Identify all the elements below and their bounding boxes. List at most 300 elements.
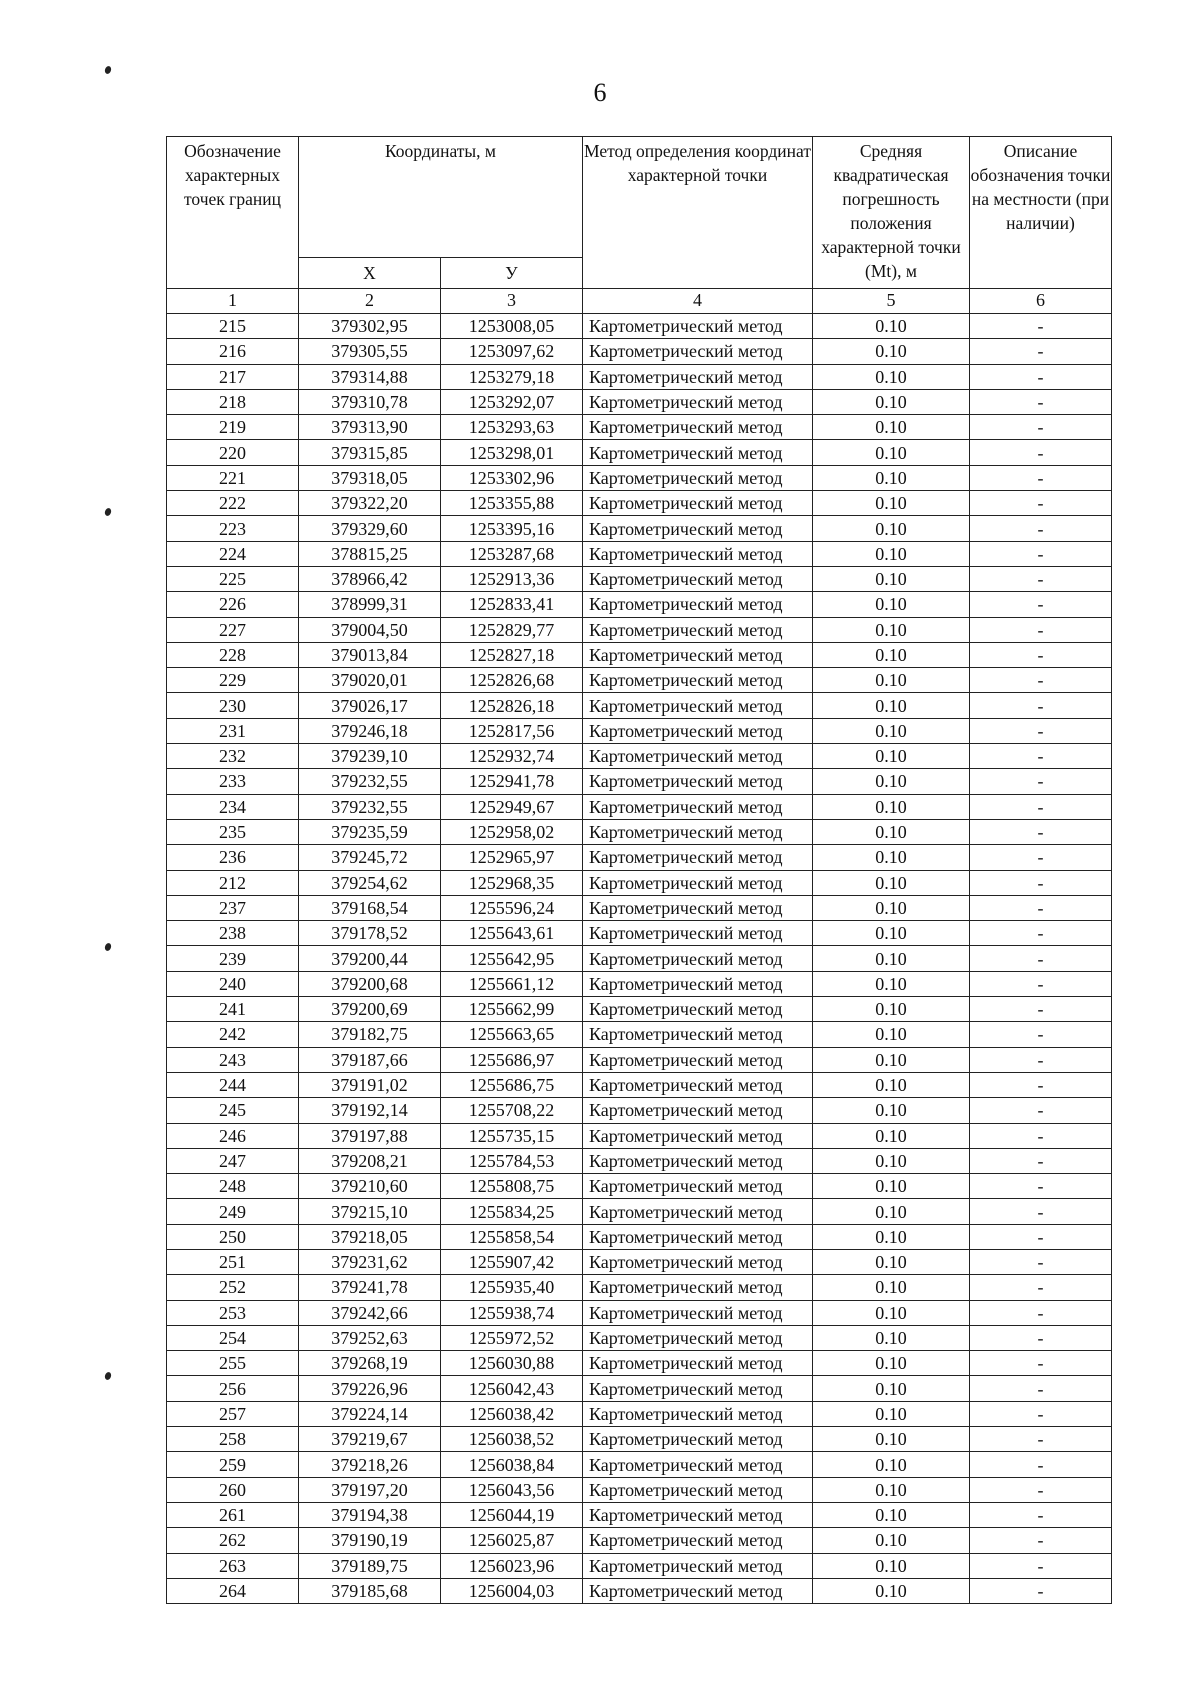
cell-description: -	[970, 1148, 1112, 1173]
table-row	[167, 1528, 1112, 1553]
table-row	[167, 870, 1112, 895]
cell-description: -	[970, 566, 1112, 591]
cell-x-coordinate: 379254,62	[299, 870, 441, 895]
table-row	[167, 1275, 1112, 1300]
cell-x-coordinate: 379200,44	[299, 946, 441, 971]
table-row	[167, 1502, 1112, 1527]
cell-point-number: 242	[167, 1022, 299, 1047]
cell-description: -	[970, 516, 1112, 541]
cell-point-number: 262	[167, 1528, 299, 1553]
cell-method: Картометрический метод	[583, 718, 813, 743]
table-row	[167, 668, 1112, 693]
cell-y-coordinate: 1252941,78	[441, 769, 583, 794]
cell-accuracy: 0.10	[813, 617, 970, 642]
cell-y-coordinate: 1252827,18	[441, 642, 583, 667]
cell-method: Картометрический метод	[583, 1174, 813, 1199]
table-row	[167, 364, 1112, 389]
cell-method: Картометрический метод	[583, 364, 813, 389]
cell-point-number: 217	[167, 364, 299, 389]
cell-x-coordinate: 379189,75	[299, 1553, 441, 1578]
cell-y-coordinate: 1252826,68	[441, 668, 583, 693]
cell-y-coordinate: 1256044,19	[441, 1502, 583, 1527]
cell-method: Картометрический метод	[583, 1098, 813, 1123]
cell-point-number: 257	[167, 1401, 299, 1426]
cell-description: -	[970, 1553, 1112, 1578]
table-row	[167, 1148, 1112, 1173]
cell-accuracy: 0.10	[813, 794, 970, 819]
header-point-designation: Обозначение характерных точек границ	[167, 137, 299, 289]
cell-accuracy: 0.10	[813, 1325, 970, 1350]
cell-description: -	[970, 364, 1112, 389]
cell-y-coordinate: 1256038,42	[441, 1401, 583, 1426]
cell-y-coordinate: 1255596,24	[441, 895, 583, 920]
cell-x-coordinate: 379200,69	[299, 997, 441, 1022]
cell-point-number: 235	[167, 819, 299, 844]
cell-point-number: 248	[167, 1174, 299, 1199]
cell-description: -	[970, 895, 1112, 920]
cell-accuracy: 0.10	[813, 668, 970, 693]
cell-x-coordinate: 379224,14	[299, 1401, 441, 1426]
cell-method: Картометрический метод	[583, 1249, 813, 1274]
cell-x-coordinate: 379245,72	[299, 845, 441, 870]
cell-description: -	[970, 971, 1112, 996]
cell-point-number: 247	[167, 1148, 299, 1173]
cell-method: Картометрический метод	[583, 1275, 813, 1300]
table-row	[167, 769, 1112, 794]
cell-accuracy: 0.10	[813, 364, 970, 389]
binding-hole-mark	[104, 1371, 112, 1381]
cell-y-coordinate: 1253292,07	[441, 389, 583, 414]
cell-accuracy: 0.10	[813, 693, 970, 718]
cell-point-number: 264	[167, 1578, 299, 1603]
cell-accuracy: 0.10	[813, 1098, 970, 1123]
cell-point-number: 234	[167, 794, 299, 819]
column-number: 6	[970, 289, 1112, 314]
cell-accuracy: 0.10	[813, 1452, 970, 1477]
cell-method: Картометрический метод	[583, 769, 813, 794]
cell-y-coordinate: 1255935,40	[441, 1275, 583, 1300]
header-accuracy: Средняя квадратическая погрешность положения характерной точки (Мt), м	[813, 137, 970, 289]
cell-point-number: 241	[167, 997, 299, 1022]
cell-y-coordinate: 1255708,22	[441, 1098, 583, 1123]
table-row	[167, 1452, 1112, 1477]
cell-point-number: 251	[167, 1249, 299, 1274]
cell-y-coordinate: 1253298,01	[441, 440, 583, 465]
table-row	[167, 314, 1112, 339]
cell-y-coordinate: 1255662,99	[441, 997, 583, 1022]
cell-method: Картометрический метод	[583, 1022, 813, 1047]
cell-point-number: 230	[167, 693, 299, 718]
cell-method: Картометрический метод	[583, 845, 813, 870]
boundary-points-table	[166, 136, 1112, 1604]
cell-description: -	[970, 1325, 1112, 1350]
table-row	[167, 440, 1112, 465]
cell-y-coordinate: 1252817,56	[441, 718, 583, 743]
cell-accuracy: 0.10	[813, 845, 970, 870]
table-row	[167, 541, 1112, 566]
cell-accuracy: 0.10	[813, 314, 970, 339]
binding-hole-mark	[104, 507, 112, 517]
cell-accuracy: 0.10	[813, 819, 970, 844]
cell-method: Картометрический метод	[583, 1452, 813, 1477]
cell-y-coordinate: 1256043,56	[441, 1477, 583, 1502]
cell-method: Картометрический метод	[583, 971, 813, 996]
cell-method: Картометрический метод	[583, 642, 813, 667]
cell-x-coordinate: 379200,68	[299, 971, 441, 996]
table-row	[167, 1477, 1112, 1502]
header-y: У	[441, 258, 583, 289]
cell-point-number: 236	[167, 845, 299, 870]
cell-method: Картометрический метод	[583, 1401, 813, 1426]
cell-description: -	[970, 1351, 1112, 1376]
cell-method: Картометрический метод	[583, 693, 813, 718]
cell-description: -	[970, 541, 1112, 566]
cell-method: Картометрический метод	[583, 997, 813, 1022]
cell-y-coordinate: 1255784,53	[441, 1148, 583, 1173]
cell-accuracy: 0.10	[813, 1427, 970, 1452]
cell-method: Картометрический метод	[583, 566, 813, 591]
table-row	[167, 592, 1112, 617]
cell-accuracy: 0.10	[813, 1376, 970, 1401]
cell-accuracy: 0.10	[813, 1502, 970, 1527]
cell-description: -	[970, 1477, 1112, 1502]
cell-x-coordinate: 379252,63	[299, 1325, 441, 1350]
table-row	[167, 1123, 1112, 1148]
cell-x-coordinate: 379310,78	[299, 389, 441, 414]
cell-x-coordinate: 379314,88	[299, 364, 441, 389]
cell-method: Картометрический метод	[583, 415, 813, 440]
cell-y-coordinate: 1256025,87	[441, 1528, 583, 1553]
cell-x-coordinate: 379215,10	[299, 1199, 441, 1224]
cell-method: Картометрический метод	[583, 1553, 813, 1578]
cell-description: -	[970, 1452, 1112, 1477]
cell-x-coordinate: 379232,55	[299, 769, 441, 794]
cell-point-number: 263	[167, 1553, 299, 1578]
cell-description: -	[970, 870, 1112, 895]
cell-method: Картометрический метод	[583, 668, 813, 693]
cell-y-coordinate: 1252949,67	[441, 794, 583, 819]
cell-y-coordinate: 1253302,96	[441, 465, 583, 490]
cell-method: Картометрический метод	[583, 465, 813, 490]
table-row	[167, 1427, 1112, 1452]
cell-point-number: 226	[167, 592, 299, 617]
table-row	[167, 1224, 1112, 1249]
cell-point-number: 219	[167, 415, 299, 440]
cell-method: Картометрический метод	[583, 1199, 813, 1224]
cell-accuracy: 0.10	[813, 1351, 970, 1376]
cell-x-coordinate: 379239,10	[299, 744, 441, 769]
cell-method: Картометрический метод	[583, 1578, 813, 1603]
cell-method: Картометрический метод	[583, 1528, 813, 1553]
header-description: Описание обозначения точки на местности (при наличии)	[970, 137, 1112, 289]
cell-x-coordinate: 378999,31	[299, 592, 441, 617]
cell-description: -	[970, 744, 1112, 769]
cell-x-coordinate: 379185,68	[299, 1578, 441, 1603]
cell-y-coordinate: 1255858,54	[441, 1224, 583, 1249]
cell-method: Картометрический метод	[583, 1427, 813, 1452]
cell-x-coordinate: 379318,05	[299, 465, 441, 490]
cell-x-coordinate: 379268,19	[299, 1351, 441, 1376]
cell-accuracy: 0.10	[813, 1072, 970, 1097]
cell-x-coordinate: 379210,60	[299, 1174, 441, 1199]
column-numbers-row	[167, 289, 1112, 314]
cell-accuracy: 0.10	[813, 389, 970, 414]
cell-point-number: 237	[167, 895, 299, 920]
table-row	[167, 491, 1112, 516]
cell-accuracy: 0.10	[813, 870, 970, 895]
cell-method: Картометрический метод	[583, 1351, 813, 1376]
cell-y-coordinate: 1256038,52	[441, 1427, 583, 1452]
cell-point-number: 246	[167, 1123, 299, 1148]
cell-point-number: 224	[167, 541, 299, 566]
cell-point-number: 220	[167, 440, 299, 465]
cell-description: -	[970, 1098, 1112, 1123]
table-row	[167, 1098, 1112, 1123]
table-row	[167, 1249, 1112, 1274]
cell-x-coordinate: 379191,02	[299, 1072, 441, 1097]
cell-point-number: 221	[167, 465, 299, 490]
cell-x-coordinate: 379329,60	[299, 516, 441, 541]
cell-description: -	[970, 819, 1112, 844]
cell-description: -	[970, 921, 1112, 946]
cell-description: -	[970, 1249, 1112, 1274]
cell-point-number: 222	[167, 491, 299, 516]
cell-y-coordinate: 1255808,75	[441, 1174, 583, 1199]
cell-y-coordinate: 1255642,95	[441, 946, 583, 971]
table-row	[167, 1553, 1112, 1578]
cell-point-number: 212	[167, 870, 299, 895]
binding-hole-mark	[104, 942, 112, 952]
cell-description: -	[970, 339, 1112, 364]
cell-description: -	[970, 491, 1112, 516]
cell-description: -	[970, 1528, 1112, 1553]
cell-description: -	[970, 1300, 1112, 1325]
cell-accuracy: 0.10	[813, 1174, 970, 1199]
cell-x-coordinate: 379302,95	[299, 314, 441, 339]
cell-y-coordinate: 1252968,35	[441, 870, 583, 895]
cell-x-coordinate: 379020,01	[299, 668, 441, 693]
cell-method: Картометрический метод	[583, 921, 813, 946]
table-row	[167, 642, 1112, 667]
table-row	[167, 946, 1112, 971]
cell-accuracy: 0.10	[813, 415, 970, 440]
cell-accuracy: 0.10	[813, 566, 970, 591]
cell-method: Картометрический метод	[583, 491, 813, 516]
cell-method: Картометрический метод	[583, 516, 813, 541]
cell-x-coordinate: 379322,20	[299, 491, 441, 516]
cell-x-coordinate: 379192,14	[299, 1098, 441, 1123]
cell-method: Картометрический метод	[583, 1148, 813, 1173]
cell-x-coordinate: 379178,52	[299, 921, 441, 946]
cell-accuracy: 0.10	[813, 1148, 970, 1173]
cell-y-coordinate: 1255735,15	[441, 1123, 583, 1148]
cell-description: -	[970, 1174, 1112, 1199]
table-row	[167, 1376, 1112, 1401]
cell-method: Картометрический метод	[583, 819, 813, 844]
table-row	[167, 1300, 1112, 1325]
cell-y-coordinate: 1252826,18	[441, 693, 583, 718]
cell-method: Картометрический метод	[583, 946, 813, 971]
table-row	[167, 566, 1112, 591]
cell-accuracy: 0.10	[813, 971, 970, 996]
table-row	[167, 997, 1112, 1022]
cell-x-coordinate: 379232,55	[299, 794, 441, 819]
cell-accuracy: 0.10	[813, 895, 970, 920]
cell-accuracy: 0.10	[813, 642, 970, 667]
table-row	[167, 1351, 1112, 1376]
table-row	[167, 516, 1112, 541]
cell-accuracy: 0.10	[813, 946, 970, 971]
cell-point-number: 225	[167, 566, 299, 591]
table-row	[167, 1199, 1112, 1224]
cell-y-coordinate: 1255661,12	[441, 971, 583, 996]
table-row	[167, 744, 1112, 769]
cell-point-number: 260	[167, 1477, 299, 1502]
cell-y-coordinate: 1255972,52	[441, 1325, 583, 1350]
table-row	[167, 389, 1112, 414]
table-row	[167, 971, 1112, 996]
cell-point-number: 232	[167, 744, 299, 769]
cell-x-coordinate: 379218,26	[299, 1452, 441, 1477]
cell-x-coordinate: 379013,84	[299, 642, 441, 667]
cell-description: -	[970, 668, 1112, 693]
cell-accuracy: 0.10	[813, 541, 970, 566]
cell-description: -	[970, 465, 1112, 490]
cell-point-number: 244	[167, 1072, 299, 1097]
cell-accuracy: 0.10	[813, 718, 970, 743]
cell-accuracy: 0.10	[813, 339, 970, 364]
cell-method: Картометрический метод	[583, 1224, 813, 1249]
cell-x-coordinate: 379313,90	[299, 415, 441, 440]
cell-y-coordinate: 1253008,05	[441, 314, 583, 339]
table-row	[167, 845, 1112, 870]
cell-method: Картометрический метод	[583, 314, 813, 339]
column-number: 4	[583, 289, 813, 314]
cell-x-coordinate: 379242,66	[299, 1300, 441, 1325]
cell-accuracy: 0.10	[813, 440, 970, 465]
header-method: Метод определения координат характерной точки	[583, 137, 813, 289]
header-coordinates: Координаты, м	[299, 137, 583, 258]
table-row	[167, 819, 1112, 844]
cell-y-coordinate: 1253395,16	[441, 516, 583, 541]
cell-description: -	[970, 440, 1112, 465]
cell-accuracy: 0.10	[813, 1123, 970, 1148]
cell-description: -	[970, 389, 1112, 414]
table-row	[167, 1047, 1112, 1072]
cell-accuracy: 0.10	[813, 1047, 970, 1072]
cell-accuracy: 0.10	[813, 1553, 970, 1578]
cell-y-coordinate: 1253279,18	[441, 364, 583, 389]
cell-point-number: 239	[167, 946, 299, 971]
cell-description: -	[970, 415, 1112, 440]
cell-point-number: 218	[167, 389, 299, 414]
header-x: X	[299, 258, 441, 289]
table-row	[167, 1174, 1112, 1199]
cell-accuracy: 0.10	[813, 1275, 970, 1300]
cell-accuracy: 0.10	[813, 1477, 970, 1502]
cell-point-number: 259	[167, 1452, 299, 1477]
cell-accuracy: 0.10	[813, 921, 970, 946]
table-row	[167, 1578, 1112, 1603]
cell-accuracy: 0.10	[813, 1249, 970, 1274]
cell-x-coordinate: 379182,75	[299, 1022, 441, 1047]
cell-point-number: 252	[167, 1275, 299, 1300]
table-row	[167, 465, 1112, 490]
cell-method: Картометрический метод	[583, 895, 813, 920]
cell-method: Картометрический метод	[583, 1325, 813, 1350]
cell-description: -	[970, 769, 1112, 794]
cell-point-number: 233	[167, 769, 299, 794]
cell-y-coordinate: 1256004,03	[441, 1578, 583, 1603]
cell-accuracy: 0.10	[813, 592, 970, 617]
cell-method: Картометрический метод	[583, 1072, 813, 1097]
cell-point-number: 256	[167, 1376, 299, 1401]
cell-description: -	[970, 845, 1112, 870]
cell-point-number: 249	[167, 1199, 299, 1224]
table-row	[167, 415, 1112, 440]
cell-description: -	[970, 997, 1112, 1022]
cell-y-coordinate: 1256023,96	[441, 1553, 583, 1578]
cell-x-coordinate: 379208,21	[299, 1148, 441, 1173]
cell-description: -	[970, 693, 1112, 718]
cell-accuracy: 0.10	[813, 769, 970, 794]
column-number: 5	[813, 289, 970, 314]
cell-point-number: 258	[167, 1427, 299, 1452]
cell-method: Картометрический метод	[583, 339, 813, 364]
cell-y-coordinate: 1253293,63	[441, 415, 583, 440]
page-number: 6	[593, 78, 607, 107]
cell-description: -	[970, 1401, 1112, 1426]
table-row	[167, 1072, 1112, 1097]
cell-accuracy: 0.10	[813, 744, 970, 769]
column-number: 1	[167, 289, 299, 314]
cell-description: -	[970, 1427, 1112, 1452]
cell-y-coordinate: 1255686,75	[441, 1072, 583, 1097]
cell-x-coordinate: 378966,42	[299, 566, 441, 591]
cell-accuracy: 0.10	[813, 1401, 970, 1426]
cell-description: -	[970, 1047, 1112, 1072]
cell-accuracy: 0.10	[813, 1022, 970, 1047]
cell-method: Картометрический метод	[583, 1376, 813, 1401]
cell-x-coordinate: 379190,19	[299, 1528, 441, 1553]
table-row	[167, 339, 1112, 364]
cell-point-number: 231	[167, 718, 299, 743]
cell-accuracy: 0.10	[813, 516, 970, 541]
cell-accuracy: 0.10	[813, 1578, 970, 1603]
cell-accuracy: 0.10	[813, 1300, 970, 1325]
table-row	[167, 921, 1112, 946]
cell-description: -	[970, 1502, 1112, 1527]
cell-point-number: 240	[167, 971, 299, 996]
cell-method: Картометрический метод	[583, 389, 813, 414]
cell-method: Картометрический метод	[583, 541, 813, 566]
cell-description: -	[970, 1224, 1112, 1249]
cell-y-coordinate: 1255686,97	[441, 1047, 583, 1072]
cell-y-coordinate: 1252829,77	[441, 617, 583, 642]
cell-y-coordinate: 1253355,88	[441, 491, 583, 516]
cell-x-coordinate: 379315,85	[299, 440, 441, 465]
cell-accuracy: 0.10	[813, 997, 970, 1022]
table-row	[167, 1325, 1112, 1350]
cell-point-number: 250	[167, 1224, 299, 1249]
cell-x-coordinate: 379187,66	[299, 1047, 441, 1072]
table-row	[167, 718, 1112, 743]
column-number: 3	[441, 289, 583, 314]
cell-point-number: 245	[167, 1098, 299, 1123]
cell-x-coordinate: 379305,55	[299, 339, 441, 364]
cell-y-coordinate: 1256030,88	[441, 1351, 583, 1376]
cell-method: Картометрический метод	[583, 1502, 813, 1527]
